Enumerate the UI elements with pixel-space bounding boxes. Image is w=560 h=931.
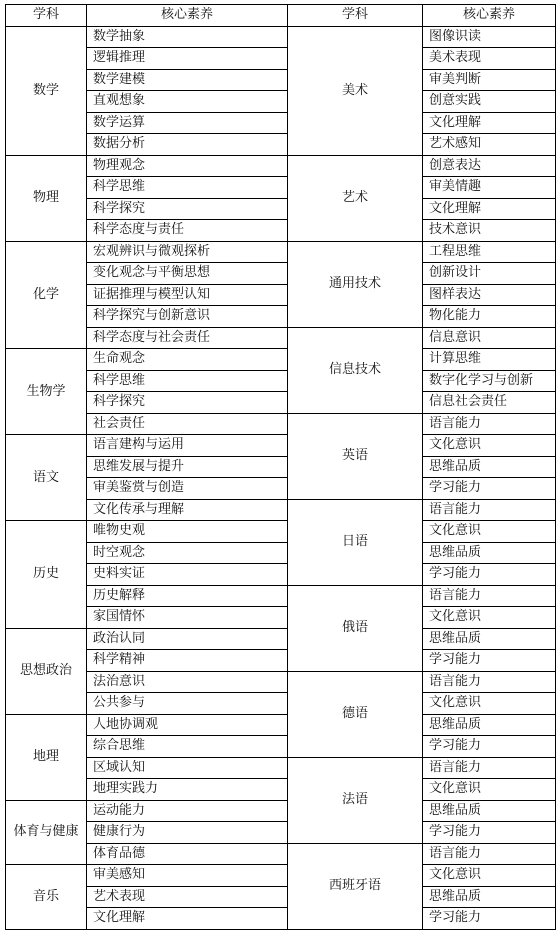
table-row <box>6 650 556 672</box>
right-subject-cell: 艺术 <box>288 155 423 241</box>
right-subject-cell: 通用技术 <box>288 241 423 327</box>
table-row <box>6 220 556 242</box>
left-core-competency-cell: 数据分析 <box>87 134 288 156</box>
right-subject-cell: 日语 <box>288 499 423 585</box>
table-row <box>6 585 556 607</box>
right-core-competency-cell: 语言能力 <box>423 585 556 607</box>
table-row <box>6 499 556 521</box>
right-core-competency-cell: 文化意识 <box>423 693 556 715</box>
left-core-competency-cell: 政治认同 <box>87 628 288 650</box>
left-core-competency-cell: 健康行为 <box>87 822 288 844</box>
left-core-competency-cell: 数学运算 <box>87 112 288 134</box>
right-core-competency-cell: 审美情趣 <box>423 177 556 199</box>
right-subject-cell: 英语 <box>288 413 423 499</box>
header-left-core: 核心素养 <box>87 5 288 27</box>
right-subject-cell: 美术 <box>288 26 423 155</box>
left-subject-cell: 生物学 <box>6 349 87 435</box>
table-row <box>6 628 556 650</box>
left-core-competency-cell: 科学探究 <box>87 392 288 414</box>
right-core-competency-cell: 审美判断 <box>423 69 556 91</box>
table-row <box>6 134 556 156</box>
table-row <box>6 908 556 930</box>
right-core-competency-cell: 思维品质 <box>423 800 556 822</box>
left-core-competency-cell: 审美感知 <box>87 865 288 887</box>
right-subject-cell: 法语 <box>288 757 423 843</box>
table-row <box>6 284 556 306</box>
left-core-competency-cell: 逻辑推理 <box>87 48 288 70</box>
left-subject-cell: 语文 <box>6 435 87 521</box>
left-core-competency-cell: 人地协调观 <box>87 714 288 736</box>
right-core-competency-cell: 美术表现 <box>423 48 556 70</box>
left-core-competency-cell: 文化理解 <box>87 908 288 930</box>
right-core-competency-cell: 学习能力 <box>423 908 556 930</box>
right-core-competency-cell: 语言能力 <box>423 413 556 435</box>
left-core-competency-cell: 物理观念 <box>87 155 288 177</box>
right-core-competency-cell: 数字化学习与创新 <box>423 370 556 392</box>
header-right-core: 核心素养 <box>423 5 556 27</box>
table-row <box>6 671 556 693</box>
right-core-competency-cell: 文化意识 <box>423 607 556 629</box>
left-subject-cell: 思想政治 <box>6 628 87 714</box>
left-core-competency-cell: 艺术表现 <box>87 886 288 908</box>
header-row <box>6 5 556 27</box>
left-core-competency-cell: 唯物史观 <box>87 521 288 543</box>
right-core-competency-cell: 文化意识 <box>423 435 556 457</box>
left-core-competency-cell: 家国情怀 <box>87 607 288 629</box>
left-core-competency-cell: 史料实证 <box>87 564 288 586</box>
right-subject-cell: 西班牙语 <box>288 843 423 929</box>
right-subject-cell: 德语 <box>288 671 423 757</box>
left-subject-cell: 体育与健康 <box>6 800 87 865</box>
right-core-competency-cell: 文化意识 <box>423 865 556 887</box>
table-row <box>6 91 556 113</box>
table-row <box>6 693 556 715</box>
table-row <box>6 177 556 199</box>
right-core-competency-cell: 语言能力 <box>423 499 556 521</box>
left-subject-cell: 数学 <box>6 26 87 155</box>
left-core-competency-cell: 科学思维 <box>87 177 288 199</box>
table-row <box>6 435 556 457</box>
table-row <box>6 69 556 91</box>
right-core-competency-cell: 计算思维 <box>423 349 556 371</box>
right-core-competency-cell: 思维品质 <box>423 628 556 650</box>
right-core-competency-cell: 思维品质 <box>423 714 556 736</box>
table-row <box>6 392 556 414</box>
left-core-competency-cell: 法治意识 <box>87 671 288 693</box>
table-row <box>6 886 556 908</box>
right-subject-cell: 信息技术 <box>288 327 423 413</box>
left-core-competency-cell: 区域认知 <box>87 757 288 779</box>
left-core-competency-cell: 文化传承与理解 <box>87 499 288 521</box>
left-core-competency-cell: 时空观念 <box>87 542 288 564</box>
right-core-competency-cell: 工程思维 <box>423 241 556 263</box>
table-row <box>6 413 556 435</box>
left-core-competency-cell: 综合思维 <box>87 736 288 758</box>
right-core-competency-cell: 信息社会责任 <box>423 392 556 414</box>
left-core-competency-cell: 历史解释 <box>87 585 288 607</box>
left-core-competency-cell: 社会责任 <box>87 413 288 435</box>
table-row <box>6 714 556 736</box>
header-right-subject: 学科 <box>288 5 423 27</box>
right-core-competency-cell: 创意实践 <box>423 91 556 113</box>
right-core-competency-cell: 图样表达 <box>423 284 556 306</box>
right-core-competency-cell: 学习能力 <box>423 564 556 586</box>
table-body <box>6 26 556 929</box>
right-core-competency-cell: 思维品质 <box>423 886 556 908</box>
table-row <box>6 800 556 822</box>
right-subject-cell: 俄语 <box>288 585 423 671</box>
left-subject-cell: 历史 <box>6 521 87 629</box>
table-row <box>6 564 556 586</box>
table-row <box>6 198 556 220</box>
table-row <box>6 155 556 177</box>
right-core-competency-cell: 图像识读 <box>423 26 556 48</box>
left-core-competency-cell: 地理实践力 <box>87 779 288 801</box>
left-core-competency-cell: 科学精神 <box>87 650 288 672</box>
right-core-competency-cell: 文化理解 <box>423 198 556 220</box>
left-core-competency-cell: 数学抽象 <box>87 26 288 48</box>
right-core-competency-cell: 文化意识 <box>423 779 556 801</box>
table-row <box>6 822 556 844</box>
left-core-competency-cell: 生命观念 <box>87 349 288 371</box>
table-row <box>6 521 556 543</box>
right-core-competency-cell: 思维品质 <box>423 542 556 564</box>
right-core-competency-cell: 学习能力 <box>423 650 556 672</box>
table-row <box>6 542 556 564</box>
right-core-competency-cell: 语言能力 <box>423 843 556 865</box>
right-core-competency-cell: 语言能力 <box>423 757 556 779</box>
left-core-competency-cell: 语言建构与运用 <box>87 435 288 457</box>
left-subject-cell: 音乐 <box>6 865 87 930</box>
right-core-competency-cell: 学习能力 <box>423 478 556 500</box>
left-core-competency-cell: 直观想象 <box>87 91 288 113</box>
table-row <box>6 607 556 629</box>
left-core-competency-cell: 科学态度与社会责任 <box>87 327 288 349</box>
left-core-competency-cell: 科学探究 <box>87 198 288 220</box>
table-row <box>6 478 556 500</box>
table-row <box>6 241 556 263</box>
table-row <box>6 456 556 478</box>
right-core-competency-cell: 文化理解 <box>423 112 556 134</box>
table-row <box>6 349 556 371</box>
core-competency-table <box>5 4 556 930</box>
left-core-competency-cell: 科学态度与责任 <box>87 220 288 242</box>
table-row <box>6 736 556 758</box>
left-core-competency-cell: 宏观辨识与微观探析 <box>87 241 288 263</box>
right-core-competency-cell: 技术意识 <box>423 220 556 242</box>
left-core-competency-cell: 体育品德 <box>87 843 288 865</box>
left-core-competency-cell: 审美鉴赏与创造 <box>87 478 288 500</box>
table-row <box>6 865 556 887</box>
right-core-competency-cell: 信息意识 <box>423 327 556 349</box>
left-subject-cell: 化学 <box>6 241 87 349</box>
left-core-competency-cell: 数学建模 <box>87 69 288 91</box>
header-left-subject: 学科 <box>6 5 87 27</box>
right-core-competency-cell: 创新设计 <box>423 263 556 285</box>
left-core-competency-cell: 变化观念与平衡思想 <box>87 263 288 285</box>
core-competency-table-container <box>5 4 555 930</box>
table-row <box>6 26 556 48</box>
right-core-competency-cell: 艺术感知 <box>423 134 556 156</box>
left-subject-cell: 物理 <box>6 155 87 241</box>
left-core-competency-cell: 公共参与 <box>87 693 288 715</box>
right-core-competency-cell: 语言能力 <box>423 671 556 693</box>
right-core-competency-cell: 文化意识 <box>423 521 556 543</box>
left-core-competency-cell: 思维发展与提升 <box>87 456 288 478</box>
table-row <box>6 327 556 349</box>
table-row <box>6 112 556 134</box>
right-core-competency-cell: 思维品质 <box>423 456 556 478</box>
right-core-competency-cell: 学习能力 <box>423 736 556 758</box>
table-row <box>6 263 556 285</box>
table-row <box>6 757 556 779</box>
table-row <box>6 48 556 70</box>
right-core-competency-cell: 学习能力 <box>423 822 556 844</box>
table-row <box>6 779 556 801</box>
right-core-competency-cell: 物化能力 <box>423 306 556 328</box>
table-row <box>6 306 556 328</box>
table-row <box>6 370 556 392</box>
right-core-competency-cell: 创意表达 <box>423 155 556 177</box>
left-core-competency-cell: 证据推理与模型认知 <box>87 284 288 306</box>
left-subject-cell: 地理 <box>6 714 87 800</box>
left-core-competency-cell: 科学探究与创新意识 <box>87 306 288 328</box>
left-core-competency-cell: 运动能力 <box>87 800 288 822</box>
left-core-competency-cell: 科学思维 <box>87 370 288 392</box>
table-row <box>6 843 556 865</box>
